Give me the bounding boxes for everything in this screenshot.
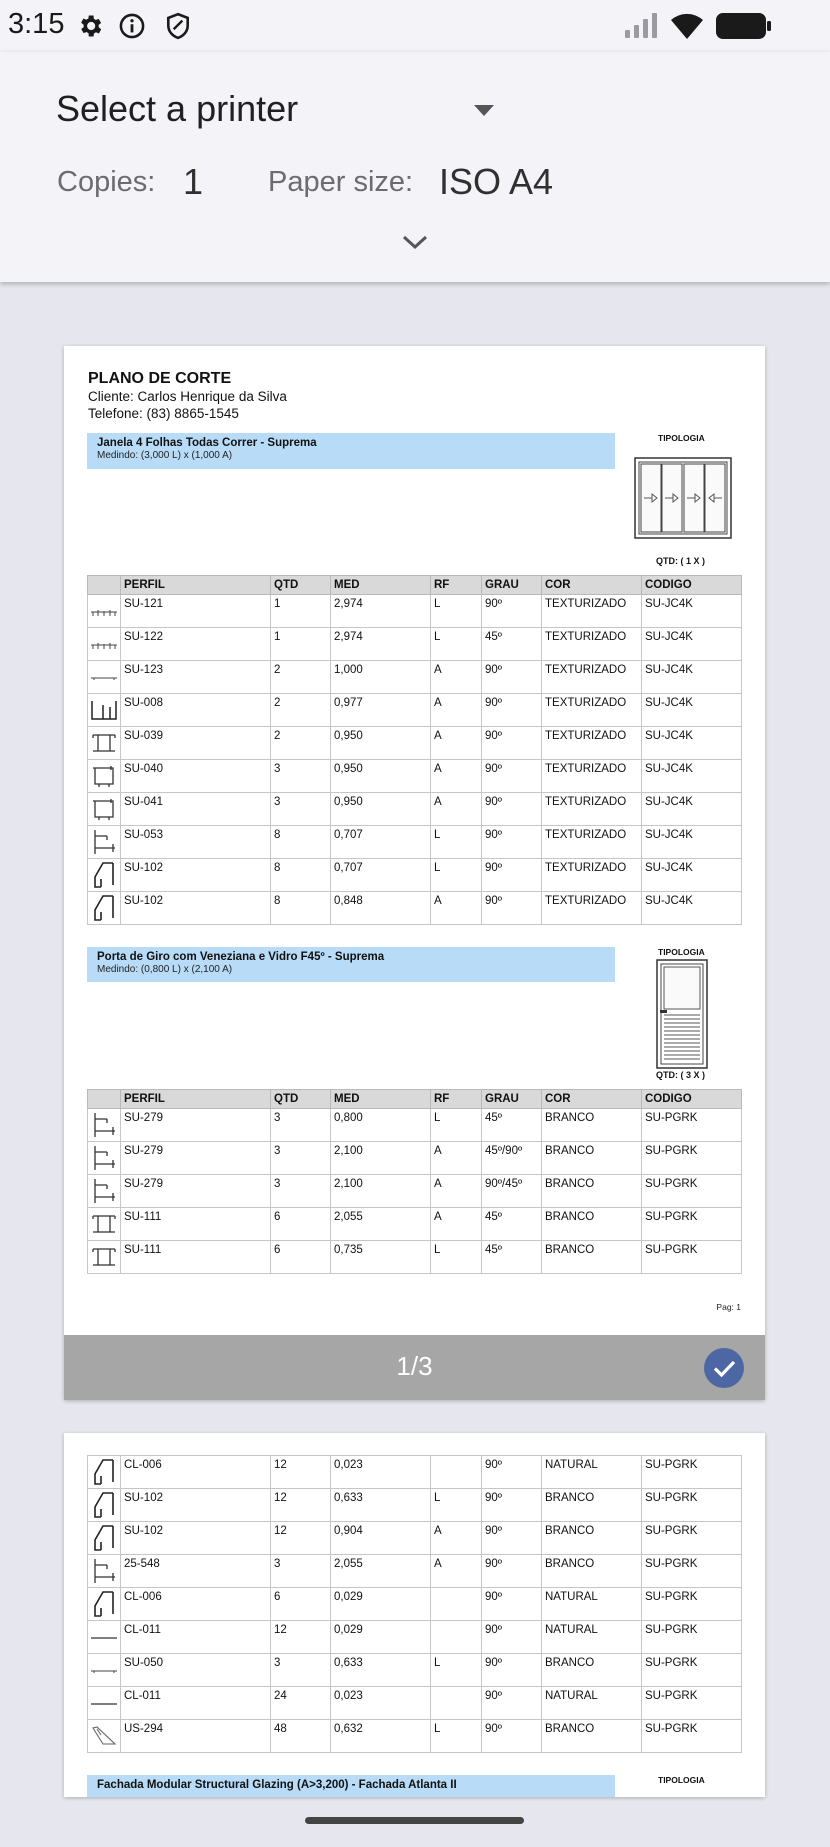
cell-grau: 90º — [482, 1621, 542, 1654]
corner-profile-icon — [88, 1489, 121, 1522]
cell-cor: NATURAL — [542, 1687, 642, 1720]
column-header: QTD — [271, 576, 331, 595]
cell-rf: L — [431, 595, 482, 628]
column-header: CODIGO — [642, 1090, 742, 1109]
cell-grau: 45º — [482, 628, 542, 661]
cell-med: 0,023 — [331, 1456, 431, 1489]
cell-qtd: 2 — [271, 661, 331, 694]
info-icon — [118, 12, 146, 45]
flat-line-icon — [88, 1687, 121, 1720]
cell-grau: 90º — [482, 760, 542, 793]
cell-cor: TEXTURIZADO — [542, 826, 642, 859]
cut-table — [87, 575, 742, 925]
cell-qtd: 2 — [271, 727, 331, 760]
tipologia-label: TIPOLOGIA — [658, 433, 705, 443]
e-profile-icon — [88, 1109, 121, 1142]
e-profile-icon — [88, 826, 121, 859]
cell-perfil: SU-040 — [121, 760, 271, 793]
cell-qtd: 3 — [271, 1142, 331, 1175]
table-row — [88, 793, 742, 826]
status-bar — [0, 0, 830, 52]
cell-rf: L — [431, 1489, 482, 1522]
flat-rail-icon — [88, 628, 121, 661]
cell-codigo: SU-PGRK — [642, 1555, 742, 1588]
page-footer-bar — [64, 1335, 765, 1400]
cell-grau: 90º — [482, 1456, 542, 1489]
cell-med: 2,055 — [331, 1208, 431, 1241]
cell-qtd: 48 — [271, 1720, 331, 1753]
cell-perfil: SU-008 — [121, 694, 271, 727]
cell-codigo: SU-JC4K — [642, 793, 742, 826]
cell-rf: A — [431, 892, 482, 925]
cell-grau: 90º — [482, 1720, 542, 1753]
cell-cor: BRANCO — [542, 1555, 642, 1588]
preview-page-2[interactable] — [64, 1433, 765, 1797]
cell-rf: A — [431, 793, 482, 826]
table-row — [88, 1621, 742, 1654]
section-header — [87, 433, 615, 469]
cell-med: 0,848 — [331, 892, 431, 925]
cell-qtd: 12 — [271, 1621, 331, 1654]
column-header — [88, 576, 121, 595]
client-line: Cliente: Carlos Henrique da Silva — [88, 389, 287, 404]
cell-grau: 45º — [482, 1241, 542, 1274]
cell-med: 0,950 — [331, 793, 431, 826]
cell-rf: A — [431, 661, 482, 694]
wifi-icon — [670, 12, 704, 45]
cell-med: 0,633 — [331, 1489, 431, 1522]
cell-grau: 90º — [482, 1687, 542, 1720]
cell-codigo: SU-JC4K — [642, 826, 742, 859]
flat-line-icon — [88, 1621, 121, 1654]
paper-size-value[interactable]: ISO A4 — [439, 161, 554, 202]
cell-rf: A — [431, 760, 482, 793]
cell-med: 0,707 — [331, 826, 431, 859]
u-channel-icon — [88, 694, 121, 727]
cell-codigo: SU-PGRK — [642, 1489, 742, 1522]
cell-codigo: SU-PGRK — [642, 1522, 742, 1555]
cell-qtd: 3 — [271, 793, 331, 826]
cell-cor: TEXTURIZADO — [542, 760, 642, 793]
cell-perfil: SU-102 — [121, 859, 271, 892]
cell-rf: A — [431, 1142, 482, 1175]
column-header: CODIGO — [642, 576, 742, 595]
cell-grau: 90º — [482, 595, 542, 628]
cell-rf: A — [431, 1555, 482, 1588]
cell-rf: L — [431, 1720, 482, 1753]
cell-med: 2,100 — [331, 1142, 431, 1175]
cell-qtd: 3 — [271, 1109, 331, 1142]
cell-rf: L — [431, 628, 482, 661]
cut-table — [87, 1455, 742, 1753]
table-row — [88, 1489, 742, 1522]
cell-qtd: 6 — [271, 1241, 331, 1274]
cell-codigo: SU-PGRK — [642, 1109, 742, 1142]
table-row — [88, 1109, 742, 1142]
table-row — [88, 727, 742, 760]
cell-rf: L — [431, 859, 482, 892]
cell-cor: TEXTURIZADO — [542, 628, 642, 661]
corner-profile-icon — [88, 1456, 121, 1489]
cell-perfil: CL-011 — [121, 1687, 271, 1720]
settings-gear-icon — [76, 12, 104, 45]
e-profile-icon — [88, 1555, 121, 1588]
cell-codigo: SU-PGRK — [642, 1588, 742, 1621]
cell-codigo: SU-JC4K — [642, 892, 742, 925]
page-number-label: Pag: 1 — [716, 1302, 741, 1312]
cell-cor: TEXTURIZADO — [542, 892, 642, 925]
copies-value[interactable]: 1 — [183, 161, 204, 202]
box-profile-icon — [88, 793, 121, 826]
door-diagram — [656, 959, 708, 1074]
cell-codigo: SU-PGRK — [642, 1654, 742, 1687]
section-measure: Medindo: (0,800 L) x (2,100 A) — [97, 964, 233, 975]
cell-cor: BRANCO — [542, 1489, 642, 1522]
cell-codigo: SU-PGRK — [642, 1175, 742, 1208]
tipologia-label: TIPOLOGIA — [658, 947, 705, 957]
cell-codigo: SU-PGRK — [642, 1208, 742, 1241]
cell-perfil: CL-006 — [121, 1588, 271, 1621]
section-header — [87, 1775, 615, 1797]
cell-qtd: 6 — [271, 1588, 331, 1621]
cell-perfil: 25-548 — [121, 1555, 271, 1588]
table-row — [88, 1241, 742, 1274]
cell-med: 2,974 — [331, 628, 431, 661]
cell-med: 0,950 — [331, 727, 431, 760]
table-row — [88, 661, 742, 694]
table-row — [88, 1654, 742, 1687]
cell-signal-icon — [624, 12, 660, 45]
cell-cor: BRANCO — [542, 1522, 642, 1555]
cell-cor: TEXTURIZADO — [542, 694, 642, 727]
cell-grau: 90º — [482, 1489, 542, 1522]
table-row — [88, 859, 742, 892]
table-row — [88, 595, 742, 628]
column-header: QTD — [271, 1090, 331, 1109]
cell-grau: 90º — [482, 1522, 542, 1555]
cell-grau: 90º — [482, 727, 542, 760]
cell-med: 0,707 — [331, 859, 431, 892]
cell-cor: TEXTURIZADO — [542, 859, 642, 892]
cell-codigo: SU-PGRK — [642, 1687, 742, 1720]
table-row — [88, 1142, 742, 1175]
cell-med: 0,800 — [331, 1109, 431, 1142]
cell-med: 0,950 — [331, 760, 431, 793]
cell-med: 0,633 — [331, 1654, 431, 1687]
angled-profile-icon — [88, 1720, 121, 1753]
column-header: COR — [542, 576, 642, 595]
table-row — [88, 628, 742, 661]
cell-cor: BRANCO — [542, 1142, 642, 1175]
e-profile-icon — [88, 1175, 121, 1208]
table-row — [88, 1687, 742, 1720]
cell-rf — [431, 1456, 482, 1489]
cell-qtd: 6 — [271, 1208, 331, 1241]
section-title: Porta de Giro com Veneziana e Vidro F45º - Suprema — [97, 951, 385, 963]
cell-perfil: SU-102 — [121, 892, 271, 925]
cell-perfil: US-294 — [121, 1720, 271, 1753]
cell-rf — [431, 1621, 482, 1654]
sliding-window-diagram — [634, 457, 732, 544]
cell-perfil: CL-006 — [121, 1456, 271, 1489]
corner-profile-icon — [88, 859, 121, 892]
cell-codigo: SU-JC4K — [642, 859, 742, 892]
cell-cor: BRANCO — [542, 1654, 642, 1687]
cell-grau: 90º — [482, 793, 542, 826]
cell-qtd: 3 — [271, 760, 331, 793]
corner-profile-icon — [88, 892, 121, 925]
cell-cor: BRANCO — [542, 1175, 642, 1208]
column-header: RF — [431, 1090, 482, 1109]
column-header — [88, 1090, 121, 1109]
cell-qtd: 8 — [271, 892, 331, 925]
cell-cor: BRANCO — [542, 1720, 642, 1753]
thin-rail-icon — [88, 1654, 121, 1687]
table-row — [88, 1588, 742, 1621]
cell-med: 0,904 — [331, 1522, 431, 1555]
cell-rf: A — [431, 727, 482, 760]
table-row — [88, 760, 742, 793]
cell-cor: TEXTURIZADO — [542, 595, 642, 628]
cell-perfil: SU-121 — [121, 595, 271, 628]
cell-codigo: SU-PGRK — [642, 1241, 742, 1274]
cell-qtd: 2 — [271, 694, 331, 727]
cell-codigo: SU-JC4K — [642, 694, 742, 727]
cell-grau: 90º — [482, 826, 542, 859]
table-row — [88, 694, 742, 727]
cell-rf: L — [431, 1654, 482, 1687]
section-title: Fachada Modular Structural Glazing (A>3,200) - Fachada Atlanta II — [97, 1779, 457, 1791]
dropdown-arrow-icon — [474, 105, 494, 116]
tipologia-label: TIPOLOGIA — [658, 1775, 705, 1785]
table-row — [88, 1720, 742, 1753]
status-time: 3:15 — [8, 8, 65, 40]
cell-cor: NATURAL — [542, 1456, 642, 1489]
column-header: PERFIL — [121, 1090, 271, 1109]
cell-med: 0,977 — [331, 694, 431, 727]
cell-qtd: 12 — [271, 1456, 331, 1489]
cell-qtd: 24 — [271, 1687, 331, 1720]
cell-qtd: 12 — [271, 1522, 331, 1555]
document-title: PLANO DE CORTE — [88, 370, 232, 387]
page-indicator: 1/3 — [396, 1351, 433, 1381]
cell-qtd: 8 — [271, 826, 331, 859]
cell-codigo: SU-JC4K — [642, 760, 742, 793]
table-header-row — [88, 576, 742, 595]
column-header: PERFIL — [121, 576, 271, 595]
table-header-row — [88, 1090, 742, 1109]
page-selected-checkmark-icon[interactable] — [704, 1348, 744, 1388]
cell-codigo: SU-PGRK — [642, 1720, 742, 1753]
cell-grau: 45º — [482, 1208, 542, 1241]
cell-perfil: SU-102 — [121, 1522, 271, 1555]
cell-grau: 90º — [482, 859, 542, 892]
column-header: COR — [542, 1090, 642, 1109]
cell-med: 0,023 — [331, 1687, 431, 1720]
table-row — [88, 1208, 742, 1241]
cell-cor: BRANCO — [542, 1208, 642, 1241]
box-profile-icon — [88, 760, 121, 793]
tipologia-qty: QTD: ( 1 X ) — [656, 556, 705, 566]
cell-perfil: SU-050 — [121, 1654, 271, 1687]
cell-cor: NATURAL — [542, 1588, 642, 1621]
cell-qtd: 1 — [271, 595, 331, 628]
i-profile-icon — [88, 1241, 121, 1274]
cell-rf: A — [431, 694, 482, 727]
corner-profile-icon — [88, 1588, 121, 1621]
cell-perfil: SU-039 — [121, 727, 271, 760]
thin-rail-icon — [88, 661, 121, 694]
phone-line: Telefone: (83) 8865-1545 — [88, 406, 239, 421]
column-header: RF — [431, 576, 482, 595]
cut-table — [87, 1089, 742, 1274]
cell-perfil: SU-122 — [121, 628, 271, 661]
i-profile-icon — [88, 1208, 121, 1241]
cell-cor: NATURAL — [542, 1621, 642, 1654]
cell-rf: A — [431, 1175, 482, 1208]
cell-codigo: SU-PGRK — [642, 1456, 742, 1489]
table-row — [88, 1522, 742, 1555]
cell-cor: TEXTURIZADO — [542, 793, 642, 826]
cell-perfil: SU-279 — [121, 1142, 271, 1175]
i-profile-icon — [88, 727, 121, 760]
preview-page-1[interactable] — [64, 346, 765, 1400]
cell-qtd: 3 — [271, 1654, 331, 1687]
cell-med: 1,000 — [331, 661, 431, 694]
cell-codigo: SU-PGRK — [642, 1621, 742, 1654]
cell-perfil: SU-279 — [121, 1109, 271, 1142]
cell-grau: 90º — [482, 892, 542, 925]
cell-qtd: 12 — [271, 1489, 331, 1522]
cell-qtd: 8 — [271, 859, 331, 892]
table-row — [88, 1555, 742, 1588]
cell-grau: 90º — [482, 661, 542, 694]
cell-med: 0,735 — [331, 1241, 431, 1274]
cell-cor: TEXTURIZADO — [542, 727, 642, 760]
cell-grau: 90º — [482, 694, 542, 727]
cell-codigo: SU-JC4K — [642, 661, 742, 694]
cell-med: 0,029 — [331, 1588, 431, 1621]
table-row — [88, 1456, 742, 1489]
cell-perfil: SU-041 — [121, 793, 271, 826]
cell-rf: A — [431, 1522, 482, 1555]
cell-med: 2,974 — [331, 595, 431, 628]
cell-cor: TEXTURIZADO — [542, 661, 642, 694]
printer-dropdown[interactable] — [56, 88, 506, 138]
cell-perfil: SU-111 — [121, 1208, 271, 1241]
cell-codigo: SU-PGRK — [642, 1142, 742, 1175]
paper-size-label: Paper size: — [268, 166, 414, 198]
cell-rf: L — [431, 1241, 482, 1274]
column-header: MED — [331, 576, 431, 595]
cell-med: 0,029 — [331, 1621, 431, 1654]
printer-dropdown-label: Select a printer — [56, 88, 299, 129]
flat-rail-icon — [88, 595, 121, 628]
column-header: MED — [331, 1090, 431, 1109]
cell-grau: 90º — [482, 1654, 542, 1687]
print-options-panel — [0, 52, 830, 282]
cell-med: 0,632 — [331, 1720, 431, 1753]
copies-label: Copies: — [57, 166, 156, 198]
expand-options-chevron-icon[interactable] — [401, 232, 429, 252]
column-header: GRAU — [482, 576, 542, 595]
cell-rf: L — [431, 1109, 482, 1142]
cell-med: 2,100 — [331, 1175, 431, 1208]
cell-grau: 45º — [482, 1109, 542, 1142]
cell-perfil: SU-279 — [121, 1175, 271, 1208]
battery-icon — [716, 13, 772, 44]
tipologia-qty: QTD: ( 3 X ) — [656, 1070, 705, 1080]
section-title: Janela 4 Folhas Todas Correr - Suprema — [97, 437, 317, 449]
cell-perfil: SU-053 — [121, 826, 271, 859]
e-profile-icon — [88, 1142, 121, 1175]
cell-qtd: 3 — [271, 1555, 331, 1588]
cell-perfil: SU-111 — [121, 1241, 271, 1274]
table-row — [88, 892, 742, 925]
cell-cor: BRANCO — [542, 1109, 642, 1142]
cell-perfil: SU-102 — [121, 1489, 271, 1522]
section-measure: Medindo: (3,000 L) x (1,000 A) — [97, 450, 233, 461]
cell-rf — [431, 1588, 482, 1621]
corner-profile-icon — [88, 1522, 121, 1555]
cell-rf: L — [431, 826, 482, 859]
gesture-navigation-handle[interactable] — [305, 1817, 524, 1824]
cell-rf — [431, 1687, 482, 1720]
cell-qtd: 1 — [271, 628, 331, 661]
cell-rf: A — [431, 1208, 482, 1241]
cell-cor: BRANCO — [542, 1241, 642, 1274]
shield-icon — [165, 12, 191, 45]
cell-perfil: CL-011 — [121, 1621, 271, 1654]
cell-codigo: SU-JC4K — [642, 727, 742, 760]
cell-grau: 90º — [482, 1588, 542, 1621]
cell-codigo: SU-JC4K — [642, 628, 742, 661]
column-header: GRAU — [482, 1090, 542, 1109]
cell-grau: 90º — [482, 1555, 542, 1588]
table-row — [88, 1175, 742, 1208]
cell-qtd: 3 — [271, 1175, 331, 1208]
cell-perfil: SU-123 — [121, 661, 271, 694]
section-header — [87, 947, 615, 982]
cell-grau: 90º/45º — [482, 1175, 542, 1208]
cell-med: 2,055 — [331, 1555, 431, 1588]
cell-grau: 45º/90º — [482, 1142, 542, 1175]
table-row — [88, 826, 742, 859]
cell-codigo: SU-JC4K — [642, 595, 742, 628]
